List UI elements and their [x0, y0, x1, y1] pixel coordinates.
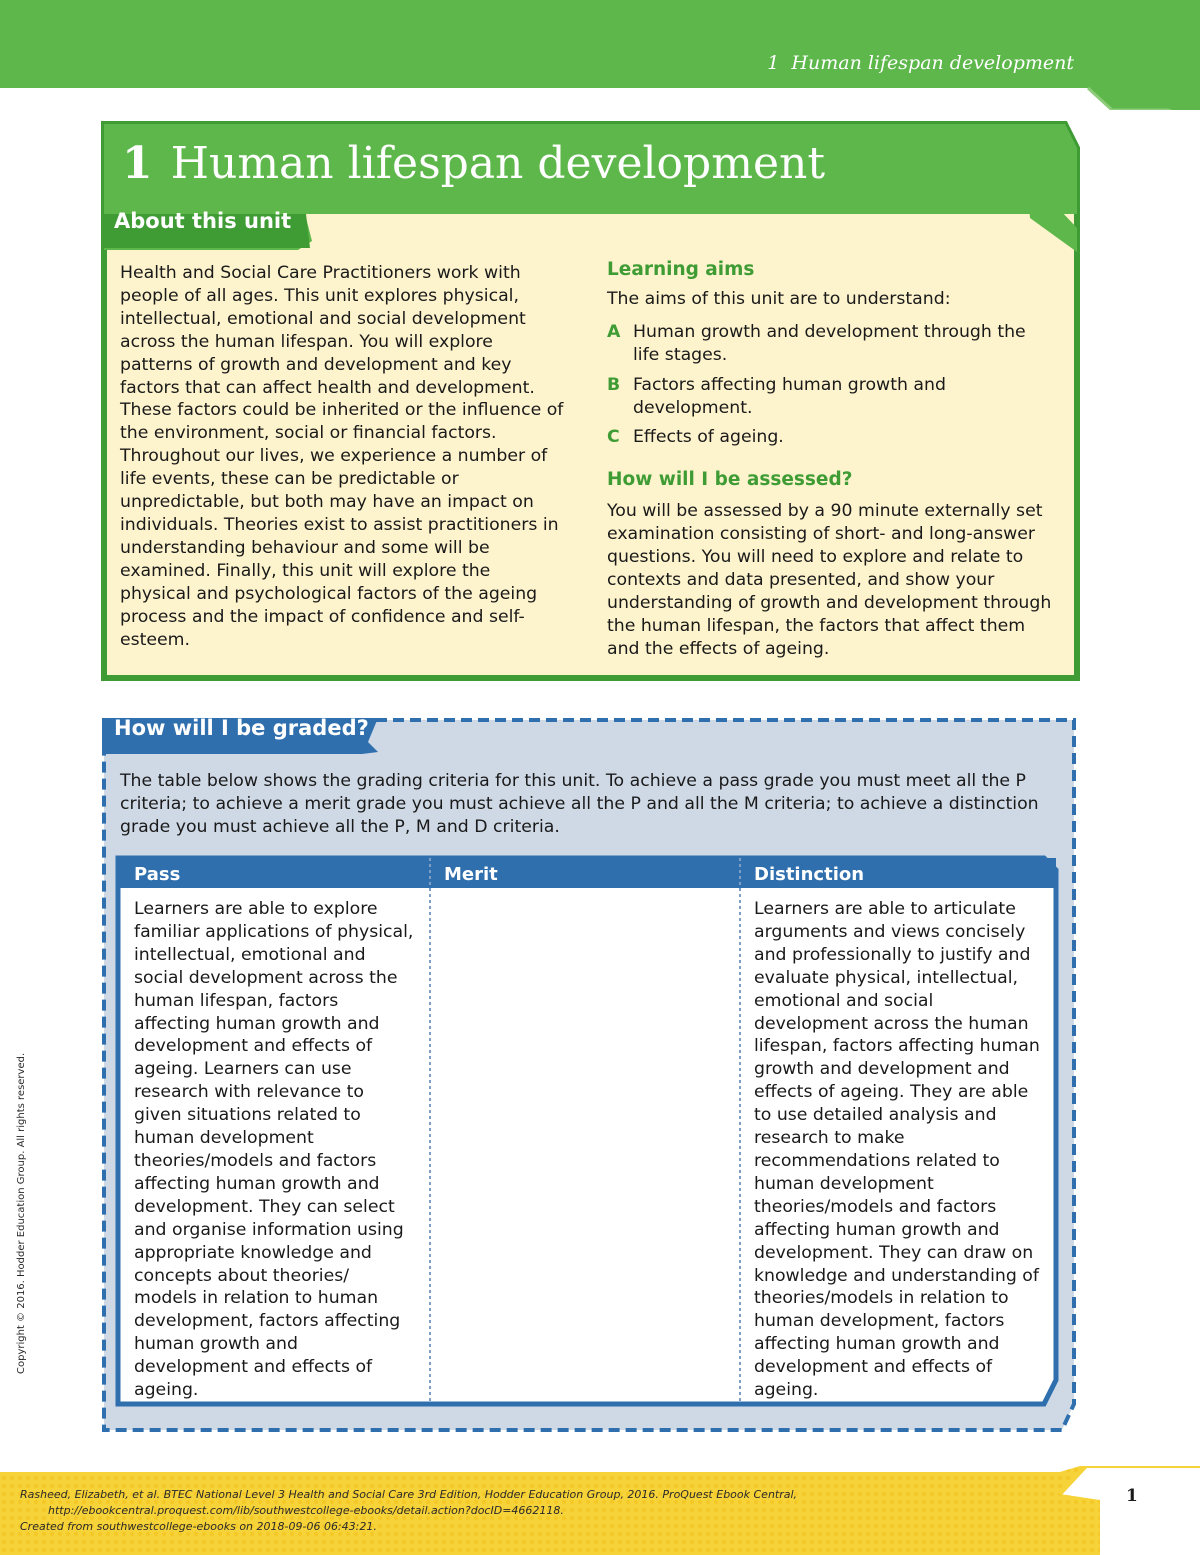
- assessment-text: You will be assessed by a 90 minute externally set examination consisting of short- and long-answer questions. You will need to explore and relate to contexts and data presented, and show your understanding of growth and development through the human lifespan, the factors that affect them and the effects of ageing.: [607, 501, 1052, 659]
- unit-title-text: Human lifespan development: [170, 138, 825, 189]
- about-right-column: [607, 259, 1052, 661]
- page-number: 1: [1126, 1486, 1138, 1506]
- aim-text: Human growth and development through the life stages.: [633, 321, 1026, 365]
- learning-aim-item: [607, 321, 1052, 367]
- column-header-merit: Merit: [444, 864, 498, 885]
- aim-letter: A: [607, 321, 621, 342]
- unit-number: 1: [122, 138, 153, 189]
- aim-text: Factors affecting human growth and development.: [633, 374, 946, 418]
- aim-letter: B: [607, 374, 621, 395]
- column-header-pass: Pass: [134, 864, 181, 885]
- aim-letter: C: [607, 427, 620, 448]
- citation: [20, 1487, 797, 1535]
- learning-aims-heading: Learning aims: [607, 259, 755, 280]
- assessment-heading: How will I be assessed?: [607, 469, 853, 491]
- learning-aims-intro: The aims of this unit are to understand:: [607, 288, 951, 309]
- copyright-notice: Copyright © 2016. Hodder Education Group. All rights reserved.: [16, 1052, 27, 1374]
- citation-line-2: http://ebookcentral.proquest.com/lib/southwestcollege-ebooks/detail.action?docID=4662118.: [48, 1504, 564, 1517]
- column-header-distinction: Distinction: [754, 864, 865, 885]
- citation-line-1: Rasheed, Elizabeth, et al. BTEC National Level 3 Health and Social Care 3rd Edition, Hodder Education Group, 2016. ProQuest Ebook Central,: [20, 1488, 798, 1501]
- about-unit-tab: About this unit: [114, 209, 292, 233]
- graded-intro: The table below shows the grading criteria for this unit. To achieve a pass grade you must meet all the P criteria; to achieve a merit grade you must achieve all the P and all the M criteria; to achieve a distinction grade you must achieve all the P, M and D criteria.: [120, 771, 1039, 837]
- pass-criteria-cell: Learners are able to explore familiar applications of physical, intellectual, emotional and social development across the human lifespan, factors affecting human growth and development and effects of ageing. Learners can use research with relevance to given situations related to human development theories/models and factors affecting human growth and development. They can select and organise information using appropriate knowledge and concepts about theories/ models in relation to human development, factors affecting human growth and development and effects of ageing.: [134, 899, 414, 1401]
- running-head: 1 Human lifespan development: [767, 52, 1074, 74]
- about-unit-text: Health and Social Care Practitioners work with people of all ages. This unit explores physical, intellectual, emotional and social development across the human lifespan. You will explore patterns of growth and development and key factors that can affect health and development. These factors could be inherited or the influence of the environment, social or financial factors. Throughout our lives, we experience a number of life events, these can be predictable or unpredictable, but both may have an impact on individuals. Theories exist to assist practitioners in understanding behaviour and some will be examined. Finally, this unit will explore the physical and psychological factors of the ageing process and the impact of confidence and self-esteem.: [120, 263, 564, 650]
- graded-tab: How will I be graded?: [114, 716, 369, 740]
- learning-aim-item: [607, 426, 1052, 449]
- learning-aim-item: [607, 374, 1052, 420]
- citation-line-3: Created from southwestcollege-ebooks on 2018-09-06 06:43:21.: [20, 1520, 377, 1533]
- distinction-criteria-cell: Learners are able to articulate arguments and views concisely and professionally to justify and evaluate physical, intellectual, emotional and social development across the human lifespan, factors affecting human growth and development and effects of ageing. They are able to use detailed analysis and research to make recommendations related to human development theories/models and factors affecting human growth and development. They can draw on knowledge and understanding of theories/models in relation to human development, factors affecting human growth and development and effects of ageing.: [754, 899, 1040, 1401]
- unit-title: [122, 138, 825, 189]
- aim-text: Effects of ageing.: [633, 427, 784, 448]
